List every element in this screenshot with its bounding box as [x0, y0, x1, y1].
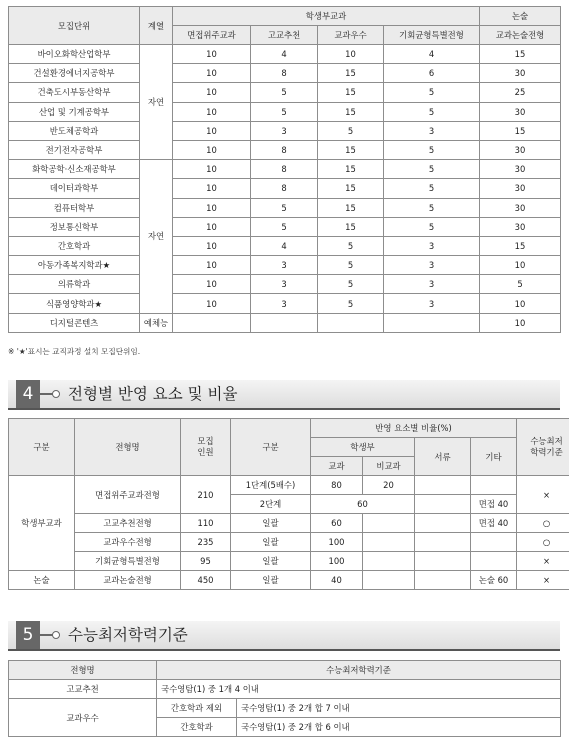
quota-cell: 5	[384, 179, 480, 198]
header-sub: 교과논술전형	[480, 26, 561, 45]
header-sub: 면접위주교과	[173, 26, 251, 45]
quota-cell: 10	[173, 256, 251, 275]
section-number: 5	[16, 621, 40, 649]
table-row	[9, 217, 561, 236]
quota-cell: 4	[251, 236, 318, 255]
unit-name: 간호학과	[9, 236, 140, 255]
quota-cell: 8	[251, 64, 318, 83]
unit-name: 산업 및 기계공학부	[9, 102, 140, 121]
unit-name: 식품영양학과★	[9, 294, 140, 313]
quota-cell: 10	[173, 236, 251, 255]
criteria: 국수영탐(1) 중 2개 합 7 이내	[237, 699, 561, 718]
quota-cell: 10	[480, 294, 561, 313]
quota-cell: 10	[173, 102, 251, 121]
unit-name: 의류학과	[9, 275, 140, 294]
section-title: 전형별 반영 요소 및 비율	[68, 385, 238, 403]
h-record: 학생부	[311, 438, 415, 457]
quota-cell: 25	[480, 83, 561, 102]
quota-cell: 5	[384, 140, 480, 159]
admission-name: 교과논술전형	[75, 571, 181, 590]
quota-cell: 4	[251, 45, 318, 64]
csat-mark: ×	[517, 571, 569, 590]
stage: 일괄	[231, 533, 311, 552]
header-sub: 고교추천	[251, 26, 318, 45]
quota-cell: 4	[384, 45, 480, 64]
quota-cell: 5	[318, 294, 384, 313]
subject-ratio: 60	[311, 514, 363, 533]
etc-ratio	[471, 533, 517, 552]
quota-cell: 8	[251, 179, 318, 198]
h-documents: 서류	[415, 438, 471, 476]
quota-cell: 10	[173, 64, 251, 83]
table-row	[9, 121, 561, 140]
sub-category: 간호학과	[157, 718, 237, 737]
csat-mark: ×	[517, 552, 569, 571]
quota-cell: 10	[318, 45, 384, 64]
unit-name: 전기전자공학부	[9, 140, 140, 159]
etc-ratio: 논술 60	[471, 571, 517, 590]
admission-name: 기회균형특별전형	[75, 552, 181, 571]
capacity: 95	[181, 552, 231, 571]
sub-category: 간호학과 제외	[157, 699, 237, 718]
quota-cell: 5	[384, 83, 480, 102]
quota-cell: 10	[173, 179, 251, 198]
table-row	[9, 83, 561, 102]
documents-ratio	[415, 495, 471, 514]
table-row	[9, 64, 561, 83]
quota-cell	[318, 313, 384, 332]
quota-cell: 30	[480, 102, 561, 121]
quota-cell: 30	[480, 160, 561, 179]
quota-cell: 5	[480, 275, 561, 294]
header-unit: 모집단위	[9, 7, 140, 45]
stage: 일괄	[231, 514, 311, 533]
table-row	[9, 45, 561, 64]
ratio-table	[8, 418, 569, 590]
stage: 2단계	[231, 495, 311, 514]
h-csat: 수능최저 학력기준	[517, 419, 569, 476]
quota-cell: 15	[480, 121, 561, 140]
quota-cell	[251, 313, 318, 332]
quota-cell: 3	[251, 294, 318, 313]
quota-cell: 10	[480, 313, 561, 332]
admission-name: 교과우수전형	[75, 533, 181, 552]
quota-cell: 10	[173, 140, 251, 159]
quota-cell: 15	[318, 140, 384, 159]
quota-cell: 3	[384, 294, 480, 313]
unit-name: 디지털콘텐츠	[9, 313, 140, 332]
quota-cell: 5	[318, 275, 384, 294]
table-row	[9, 179, 561, 198]
capacity: 110	[181, 514, 231, 533]
subject-ratio: 100	[311, 552, 363, 571]
quota-cell: 15	[480, 236, 561, 255]
admission-name: 고교추천전형	[75, 514, 181, 533]
quota-cell: 10	[480, 256, 561, 275]
nonsubject-ratio: 20	[363, 476, 415, 495]
quota-cell: 30	[480, 217, 561, 236]
table-row	[9, 140, 561, 159]
admission-name: 면접위주교과전형	[75, 476, 181, 514]
table-row	[9, 275, 561, 294]
h-nonsubject: 비교과	[363, 457, 415, 476]
header-sub: 교과우수	[318, 26, 384, 45]
quota-cell: 8	[251, 140, 318, 159]
quota-cell: 3	[251, 121, 318, 140]
quota-cell: 5	[318, 256, 384, 275]
etc-ratio	[471, 552, 517, 571]
quota-cell: 15	[318, 179, 384, 198]
csat-mark: ○	[517, 533, 569, 552]
header-essay: 논술	[480, 7, 561, 26]
quota-cell: 10	[173, 294, 251, 313]
quota-cell: 15	[318, 198, 384, 217]
quota-cell: 5	[384, 160, 480, 179]
capacity: 235	[181, 533, 231, 552]
h-category: 구분	[9, 419, 75, 476]
header-track: 계열	[140, 7, 173, 45]
track-cell: 자연	[140, 45, 173, 160]
csat-mark: ○	[517, 514, 569, 533]
table-row	[9, 294, 561, 313]
quota-cell: 10	[173, 121, 251, 140]
quota-cell	[384, 313, 480, 332]
quota-cell: 5	[251, 83, 318, 102]
quota-cell: 10	[173, 45, 251, 64]
unit-name: 컴퓨터학부	[9, 198, 140, 217]
unit-name: 바이오화학산업학부	[9, 45, 140, 64]
etc-ratio: 면접 40	[471, 495, 517, 514]
h-subject: 교과	[311, 457, 363, 476]
table-row	[9, 313, 561, 332]
quota-cell: 15	[318, 83, 384, 102]
quota-cell: 5	[318, 236, 384, 255]
quota-cell: 3	[384, 275, 480, 294]
track-cell: 예체능	[140, 313, 173, 332]
quota-cell	[173, 313, 251, 332]
h-criteria: 수능최저학력기준	[157, 661, 561, 680]
quota-cell: 10	[173, 198, 251, 217]
table-row	[9, 160, 561, 179]
quota-cell: 3	[384, 256, 480, 275]
quota-cell: 5	[251, 102, 318, 121]
h-admission: 전형명	[75, 419, 181, 476]
h-ratio: 반영 요소별 비율(%)	[311, 419, 517, 438]
quota-cell: 30	[480, 64, 561, 83]
table-row	[9, 102, 561, 121]
stage: 일괄	[231, 552, 311, 571]
header-student-record: 학생부교과	[173, 7, 480, 26]
unit-name: 반도체공학과	[9, 121, 140, 140]
unit-name: 건축도시부동산학부	[9, 83, 140, 102]
quota-cell: 3	[384, 121, 480, 140]
quota-cell: 30	[480, 140, 561, 159]
etc-ratio	[471, 476, 517, 495]
section-number: 4	[16, 380, 40, 408]
quota-cell: 3	[251, 275, 318, 294]
admission-name: 교과우수	[9, 699, 157, 737]
quota-cell: 30	[480, 198, 561, 217]
stage: 일괄	[231, 571, 311, 590]
quota-cell: 5	[318, 121, 384, 140]
unit-name: 화학공학·신소재공학부	[9, 160, 140, 179]
documents-ratio	[415, 476, 471, 495]
quota-cell: 15	[318, 102, 384, 121]
unit-name: 정보통신학부	[9, 217, 140, 236]
stage: 1단계(5배수)	[231, 476, 311, 495]
capacity: 450	[181, 571, 231, 590]
unit-name: 데이터과학부	[9, 179, 140, 198]
h-capacity: 모집 인원	[181, 419, 231, 476]
section-5-header	[8, 621, 560, 649]
h-stage: 구분	[231, 419, 311, 476]
quota-cell: 5	[251, 217, 318, 236]
track-cell: 자연	[140, 160, 173, 314]
quota-cell: 10	[173, 160, 251, 179]
quota-cell: 10	[173, 217, 251, 236]
quota-cell: 10	[173, 83, 251, 102]
criteria: 국수영탐(1) 중 2개 합 6 이내	[237, 718, 561, 737]
group-label: 논술	[9, 571, 75, 590]
h-admission: 전형명	[9, 661, 157, 680]
criteria: 국수영탐(1) 중 1개 4 이내	[157, 680, 561, 699]
table-row	[9, 256, 561, 275]
csat-criteria-table	[8, 660, 561, 737]
table-row	[9, 198, 561, 217]
unit-name: 아동가족복지학과★	[9, 256, 140, 275]
admission-name: 고교추천	[9, 680, 157, 699]
section-title: 수능최저학력기준	[68, 626, 188, 644]
quota-cell: 5	[384, 217, 480, 236]
subject-ratio: 100	[311, 533, 363, 552]
admission-quota-table	[8, 6, 561, 333]
quota-cell: 6	[384, 64, 480, 83]
quota-cell: 30	[480, 179, 561, 198]
h-etc: 기타	[471, 438, 517, 476]
footnote: ※ '★'표시는 교직과정 설치 모집단위임.	[8, 347, 141, 356]
etc-ratio: 면접 40	[471, 514, 517, 533]
subject-ratio: 80	[311, 476, 363, 495]
table-row	[9, 236, 561, 255]
quota-cell: 15	[318, 217, 384, 236]
capacity: 210	[181, 476, 231, 514]
unit-name: 건설환경에너지공학부	[9, 64, 140, 83]
quota-cell: 3	[251, 256, 318, 275]
section-4-header	[8, 380, 560, 408]
quota-cell: 5	[384, 102, 480, 121]
header-sub: 기회균형특별전형	[384, 26, 480, 45]
quota-cell: 15	[480, 45, 561, 64]
quota-cell: 15	[318, 64, 384, 83]
subject-ratio: 40	[311, 571, 363, 590]
csat-mark: ×	[517, 476, 569, 514]
quota-cell: 10	[173, 275, 251, 294]
quota-cell: 15	[318, 160, 384, 179]
quota-cell: 5	[384, 198, 480, 217]
group-label: 학생부교과	[9, 476, 75, 571]
quota-cell: 3	[384, 236, 480, 255]
combined-ratio: 60	[311, 495, 415, 514]
quota-cell: 8	[251, 160, 318, 179]
quota-cell: 5	[251, 198, 318, 217]
